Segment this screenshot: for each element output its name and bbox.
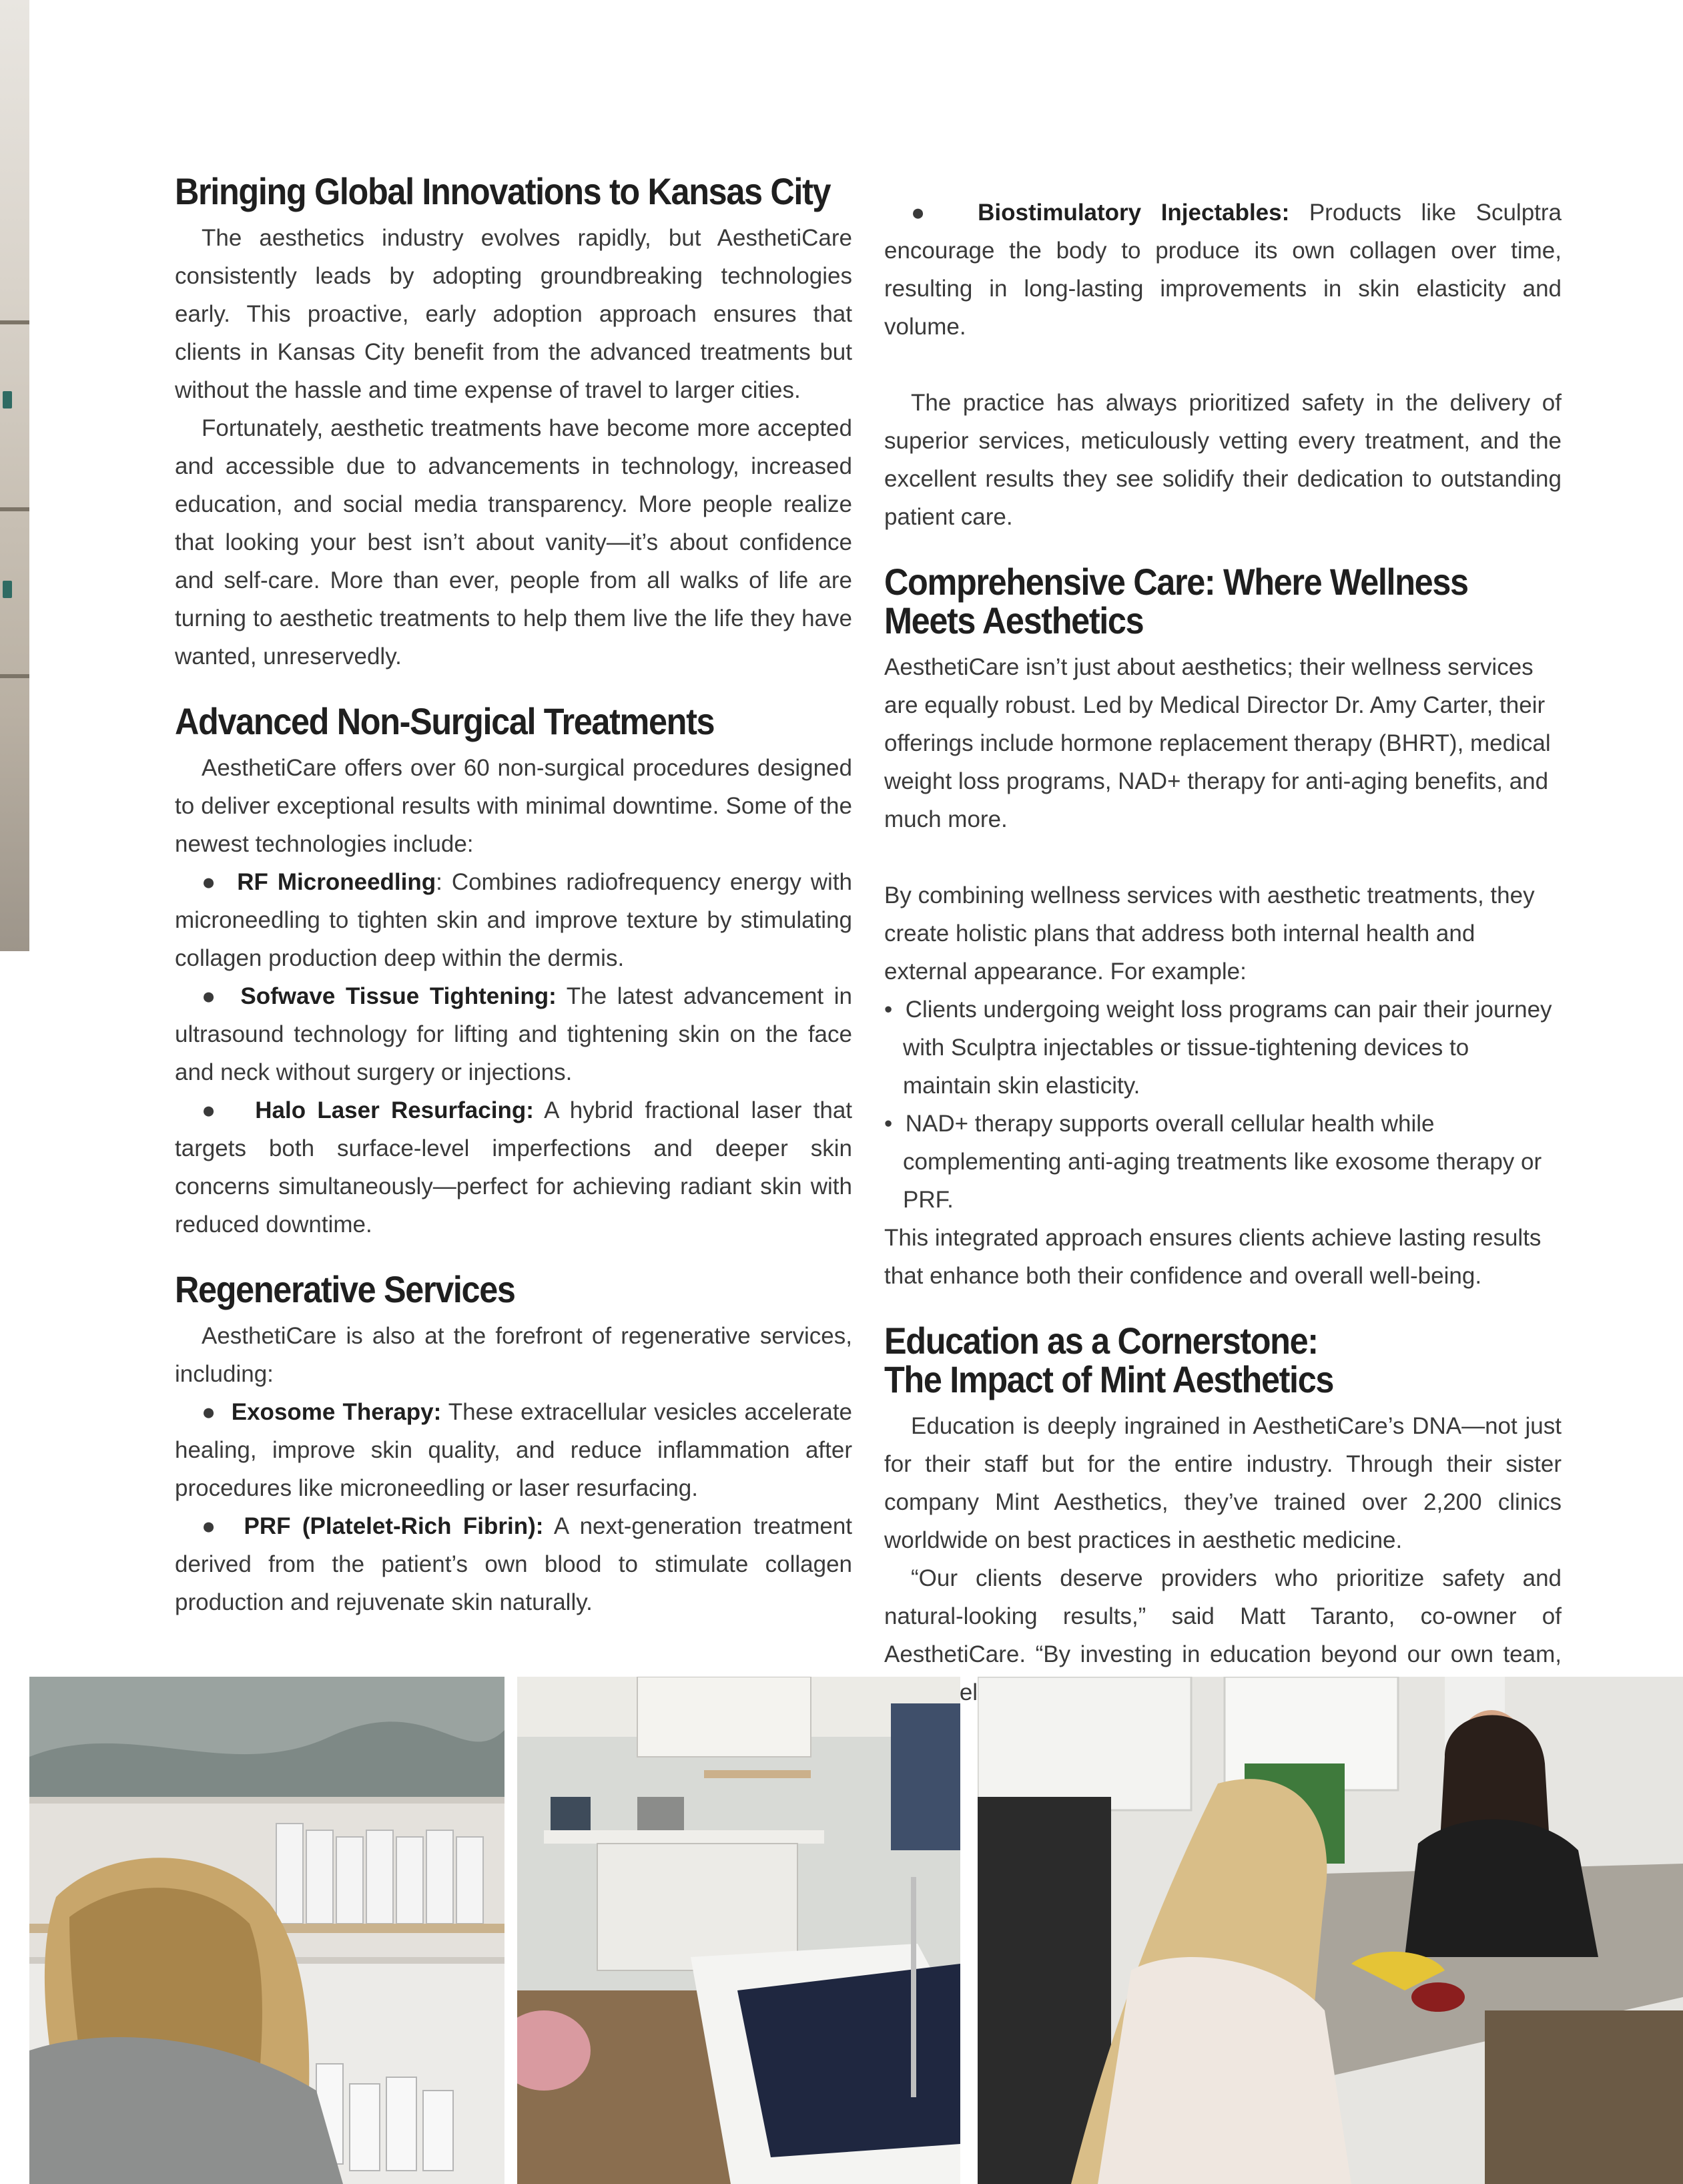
photo-product-shelf	[29, 1677, 504, 2184]
paragraph: “Our clients deserve providers who prioritize safety and natural-looking results,” said Matt Taranto, co-owner of AesthetiCare. “By investing in education beyond our own team,	[884, 1565, 1562, 1667]
heading-comprehensive-care: Comprehensive Care: Where Wellness	[884, 561, 1468, 603]
paragraph: Fortunately, aesthetic treatments have become more accepted and accessible due to advancements in technology, increased education, and social media transparency. More people realize that looking your best isn’t about vanity—it’s about confidence and self-care. More than ever, people from all walks of life are turning to aesthetic treatments to help them live the life they have wanted, unreservedly.	[175, 415, 852, 669]
paragraph: This integrated approach ensures clients achieve lasting results that enhance both their confidence and overall well-being.	[884, 1225, 1542, 1289]
paragraph: Education is deeply ingrained in AesthetiCare’s DNA—not just for their staff but for the entire industry. Through their sister company Mint Aesthetics, they’ve trained over 2,200 clinics worldwide on best practices in aesthetic medicine.	[884, 1413, 1562, 1553]
heading-comprehensive-care-line2: Meets Aesthetics	[884, 599, 1144, 641]
left-column	[175, 172, 852, 1621]
heading-education: Education as a Cornerstone:	[884, 1320, 1318, 1362]
facing-page-photo-strip	[0, 0, 29, 951]
paragraph: The aesthetics industry evolves rapidly, but AesthetiCare consistently leads by adopting groundbreaking technologies early. This proactive, early adoption approach ensures that clients in Kansas City benefit from the advanced treatments but without the hassle and time expense of travel to larger cities.	[175, 225, 852, 403]
paragraph: AesthetiCare is also at the forefront of regenerative services, including:	[175, 1323, 852, 1387]
photo-treatment-room	[517, 1677, 960, 2184]
paragraph: By combining wellness services with aesthetic treatments, they create holistic plans that address both internal health and external appearance. For example:	[884, 882, 1535, 985]
bullet-item: ● RF Microneedling: Combines radiofrequency energy with microneedling to tighten skin and improve texture by stimulating collagen production deep within the dermis.	[175, 869, 853, 971]
heading-non-surgical-treatments: Advanced Non-Surgical Treatments	[175, 700, 715, 742]
bullet-item: ● PRF (Platelet-Rich Fibrin): A next-generation treatment derived from the patient’s own blood to stimulate collagen production and rejuvenate skin naturally.	[175, 1513, 853, 1615]
heading-global-innovations: Bringing Global Innovations to Kansas City	[175, 170, 831, 212]
paragraph: The practice has always prioritized safety in the delivery of superior services, meticulously vetting every treatment, and the excellent results they see solidify their dedication to outstanding patient care.	[884, 390, 1562, 530]
heading-education-line2: The Impact of Mint Aesthetics	[884, 1358, 1334, 1400]
list-item: • Clients undergoing weight loss programs can pair their journey with Sculptra injectables or tissue-tightening devices to maintain skin elasticity.	[884, 997, 1552, 1099]
right-column	[884, 194, 1562, 1711]
photo-consultation	[978, 1677, 1683, 2184]
heading-regenerative-services: Regenerative Services	[175, 1268, 515, 1310]
bullet-item: ● Exosome Therapy: These extracellular vesicles accelerate healing, improve skin quality, and reduce inflammation after procedures like microneedling or laser resurfacing.	[175, 1399, 853, 1501]
paragraph: AesthetiCare isn’t just about aesthetics; their wellness services are equally robust. Led by Medical Director Dr. Amy Carter, their offerings include hormone replacement therapy (BHRT), medical weight loss programs, NAD+ therapy for anti-aging benefits, and much more.	[884, 654, 1551, 832]
bullet-item: ● Biostimulatory Injectables: Products like Sculptra encourage the body to produce its own collagen over time, resulting in long-lasting improvements in skin elasticity and volume.	[884, 200, 1562, 340]
paragraph: AesthetiCare offers over 60 non-surgical procedures designed to deliver exceptional results with minimal downtime. Some of the newest technologies include:	[175, 755, 852, 857]
wellness-examples-list	[884, 991, 1562, 1219]
bullet-item: ● Halo Laser Resurfacing: A hybrid fractional laser that targets both surface-level imperfections and deeper skin concerns simultaneously—perfect for achieving radiant skin with reduced downtime.	[175, 1097, 853, 1238]
list-item: • NAD+ therapy supports overall cellular health while complementing anti-aging treatments like exosome therapy or PRF.	[884, 1111, 1542, 1213]
bullet-item: ● Sofwave Tissue Tightening: The latest advancement in ultrasound technology for lifting and tightening skin on the face and neck without surgery or injections.	[175, 983, 853, 1085]
